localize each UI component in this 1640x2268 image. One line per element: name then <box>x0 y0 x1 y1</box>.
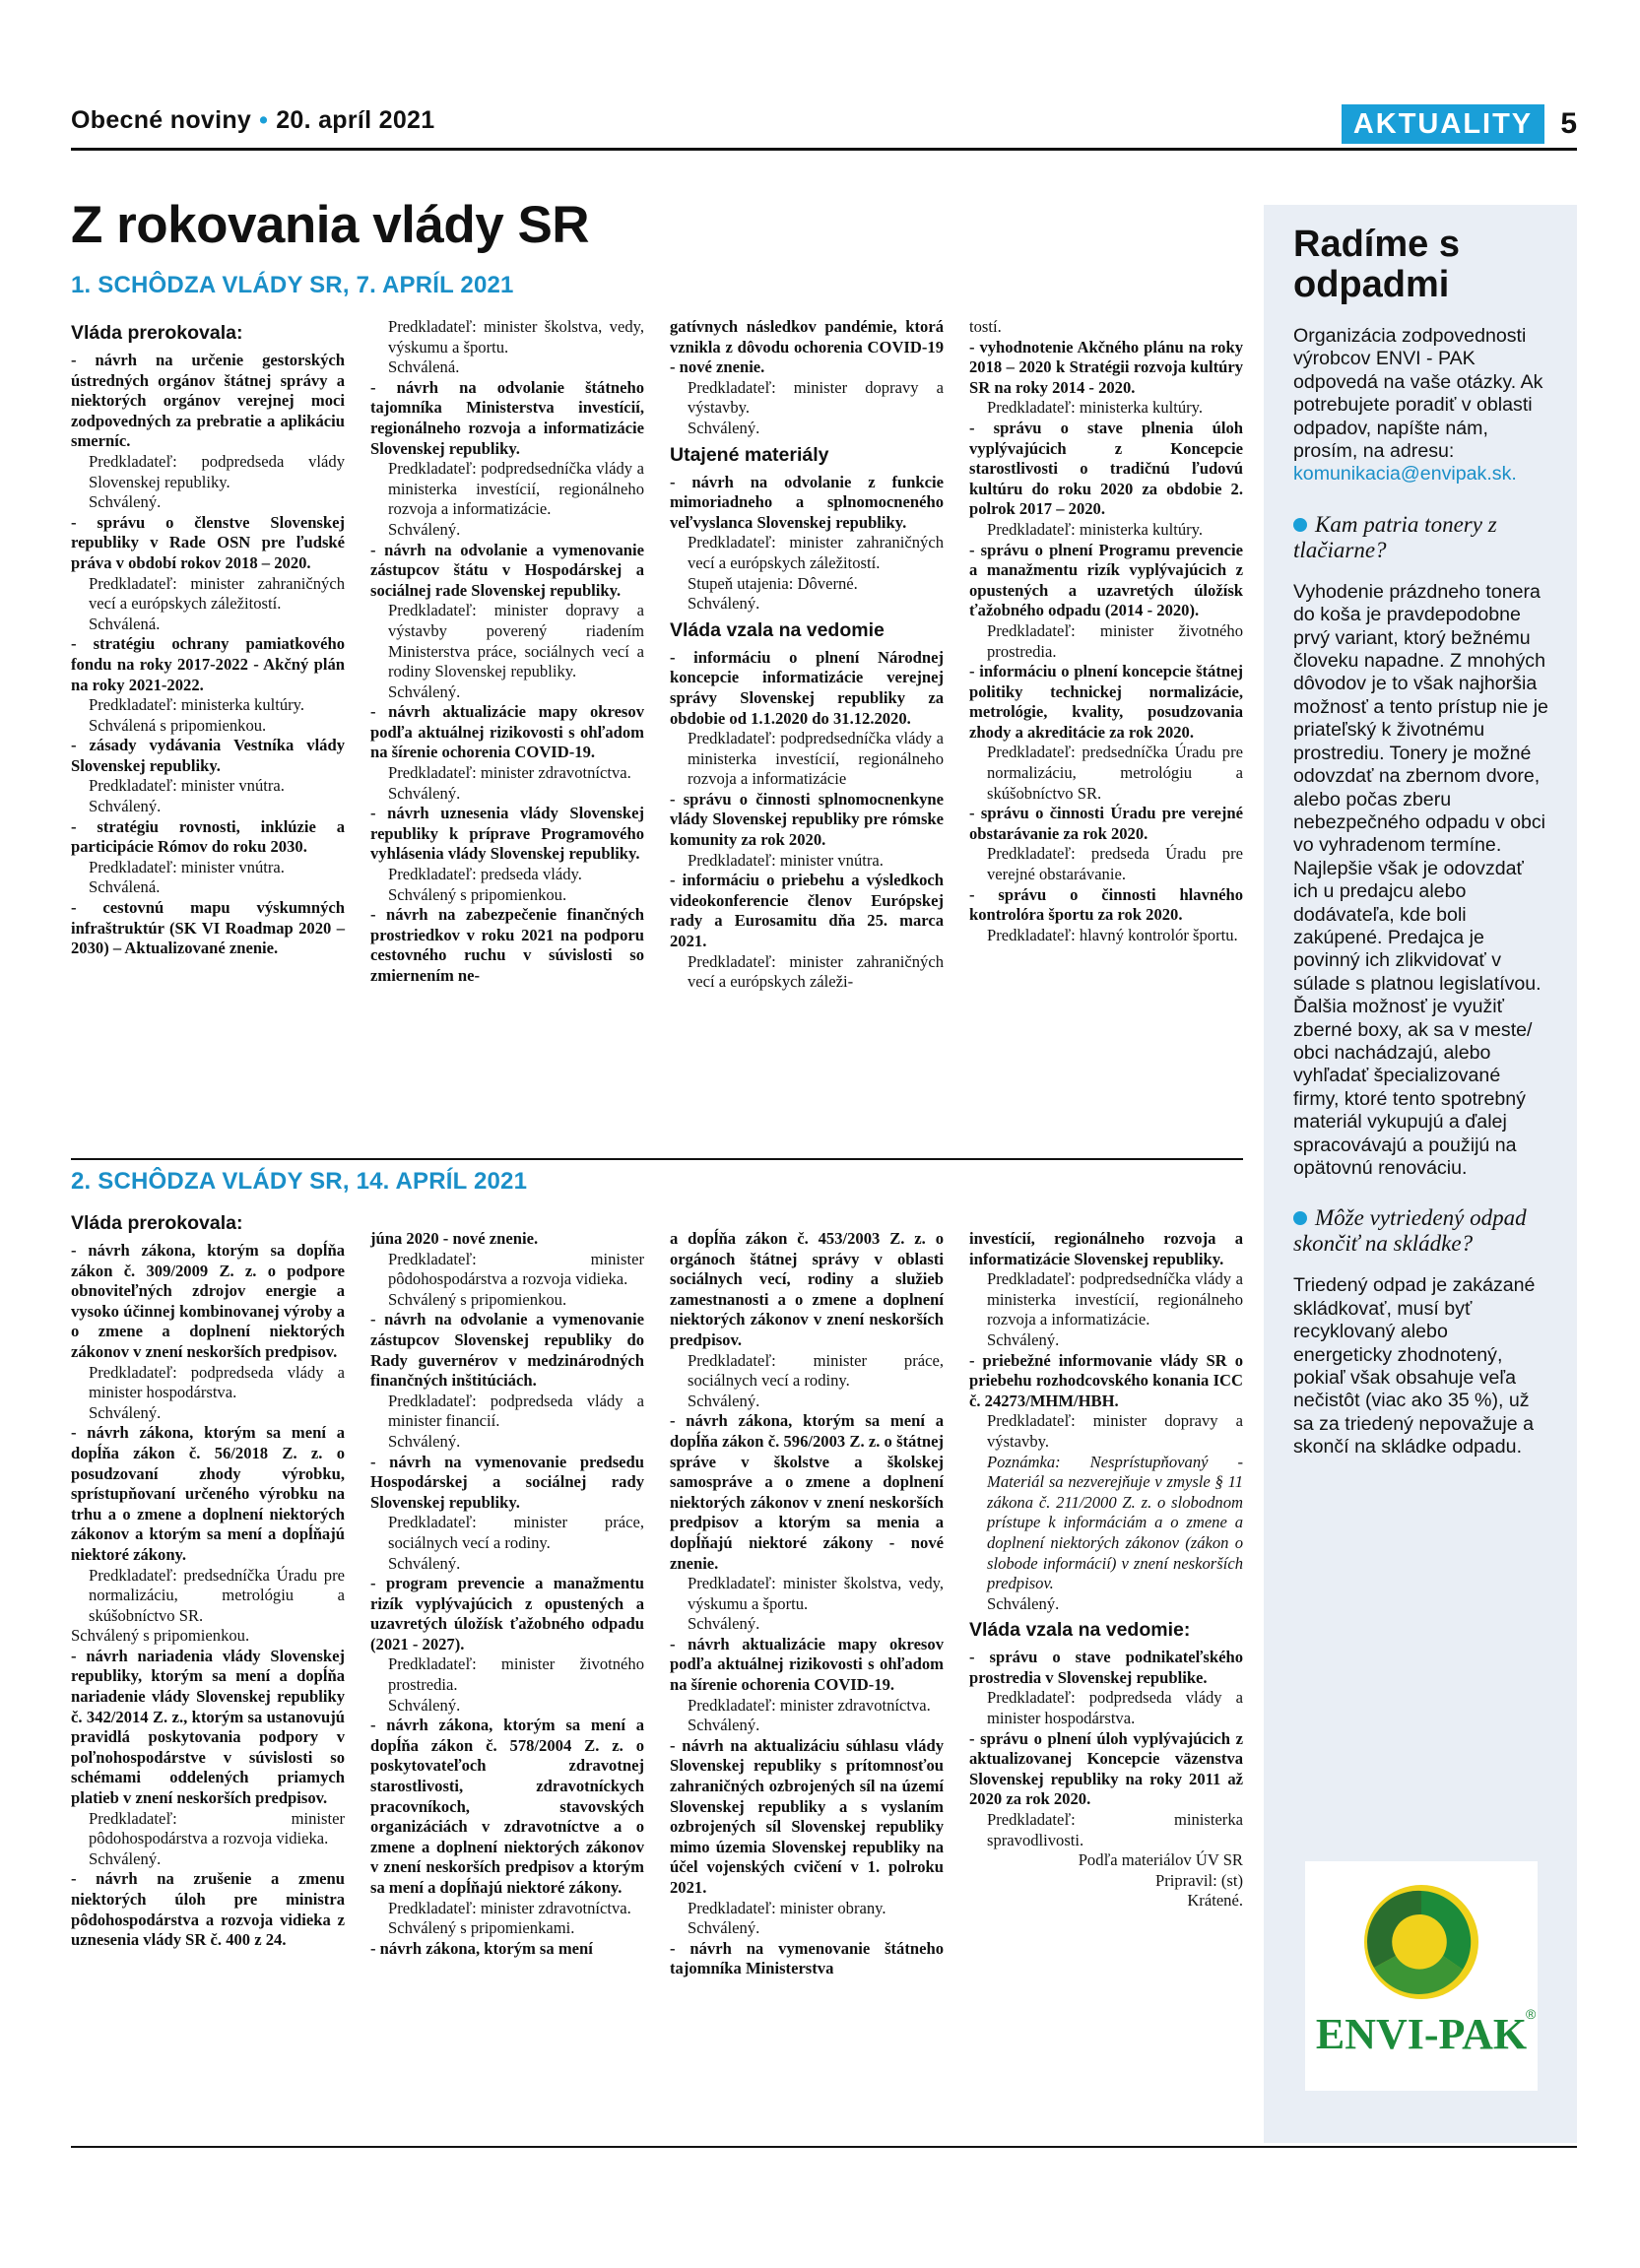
item-note: Schválený. <box>688 1716 760 1735</box>
paper-name: Obecné noviny <box>71 106 252 134</box>
agenda-item: - správu o plnení Programu prevencie a manažmentu rizík vyplývajúcich z opustených a uzavretých úložísk ťažobného odpadu (2014 - 2020). <box>969 540 1243 620</box>
agenda-item: - správu o členstve Slovenskej republiky v Rade OSN pre ľudské práva v období rokov 2018 – 2020. <box>71 512 345 572</box>
item-note: Schválený. <box>688 418 760 437</box>
session-divider <box>71 1158 1243 1160</box>
answer-2: Triedený odpad je zakázané skládkovať, musí byť recyklovaný alebo energeticky zhodnotený, pokiaľ však obsahuje veľa nečistôt (viac ako 35 %), už sa za triedený nepovažuje a skončí na skládke odpadu. <box>1293 1274 1536 1458</box>
item-note: Predkladateľ: podpredsedníčka vlády a ministerka investícií, regionálneho rozvoja a informatizácie. <box>388 459 644 519</box>
item-note: Schválený. <box>688 1614 760 1634</box>
agenda-item: - návrh uznesenia vlády Slovenskej republiky k príprave Programového vyhlásenia vlády Slovenskej republiky. <box>370 804 644 864</box>
item-note: Podľa materiálov ÚV SR <box>1078 1850 1243 1870</box>
item-note: Schválený. <box>987 1329 1060 1349</box>
agenda-item: - správu o činnosti splnomocnenkyne vlády Slovenskej republiky pre rómske komunity za rok 2020. <box>670 789 944 850</box>
agenda-item: - návrh zákona, ktorým sa dopĺňa zákon č. 309/2009 Z. z. o podpore obnoviteľných zdrojov energie a vysoko účinnej kombinovanej výroby a o zmene a doplnení niektorých zákonov v znení neskorších predpisov. <box>71 1241 345 1361</box>
question-2: Môže vytriedený odpad skončiť na skládke? <box>1293 1205 1527 1257</box>
agenda-item: - návrh na zabezpečenie finančných prostriedkov v roku 2021 na podporu cestovného ruchu v súvislosti so zmiernením ne- <box>370 905 644 985</box>
item-note: Krátené. <box>1187 1891 1243 1911</box>
item-note: Predkladateľ: minister práce, sociálnych vecí a rodiny. <box>388 1513 644 1552</box>
section-label: AKTUALITY <box>1342 104 1544 144</box>
column-subheading: Vláda vzala na vedomie: <box>969 1619 1191 1642</box>
item-note: Predkladateľ: podpredseda vlády a minister hospodárstva. <box>987 1688 1243 1728</box>
item-note: Schválená s pripomienkou. <box>89 715 267 735</box>
item-note: Predkladateľ: minister pôdohospodárstva a rozvoja vidieka. <box>388 1249 644 1289</box>
item-note: Schválený. <box>688 1918 760 1938</box>
bullet-icon <box>1293 1211 1307 1225</box>
item-note: Predkladateľ: minister dopravy a výstavby poverený riadením Ministerstva práce, sociálnych vecí a rodiny Slovenskej republiky. <box>388 601 644 681</box>
item-note: Predkladateľ: hlavný kontrolór športu. <box>987 925 1238 944</box>
agenda-item: - stratégiu rovnosti, inklúzie a participácie Rómov do roku 2030. <box>71 816 345 857</box>
item-note: Predkladateľ: predseda vlády. <box>388 865 582 884</box>
agenda-item: - návrh zákona, ktorým sa mení <box>370 1938 593 1958</box>
item-note: Predkladateľ: podpredseda vlády a minister financií. <box>388 1391 644 1431</box>
agenda-item: - návrh nariadenia vlády Slovenskej republiky, ktorým sa mení a dopĺňa nariadenie vlády Slovenskej republiky č. 342/2014 Z. z., ktorým sa ustanovujú pravidlá poskytovania podpory v poľnohospodárstve v súvislosti so schémami oddelených priamych platieb v znení neskorších predpisov. <box>71 1646 345 1808</box>
agenda-item: - stratégiu ochrany pamiatkového fondu na roky 2017-2022 - Akčný plán na roky 2021-2022. <box>71 634 345 694</box>
agenda-item: - priebežné informovanie vlády SR o priebehu rozhodcovského konania ICC č. 24273/MHM/HBH. <box>969 1350 1243 1410</box>
item-note: Predkladateľ: podpredseda vlády Slovenskej republiky. <box>89 451 345 491</box>
item-note: Predkladateľ: minister zahraničných vecí a európskych záležitostí. <box>688 533 944 572</box>
agenda-item: - správu o stave plnenia úloh vyplývajúcich z Koncepcie starostlivosti o tradičnú ľudovú kultúru do roku 2020 za obdobie 2. polrok 2017 – 2020. <box>969 418 1243 519</box>
item-note: Predkladateľ: minister zdravotníctva. <box>388 763 631 783</box>
item-note: Schválená. <box>388 357 460 377</box>
agenda-item: - program prevencie a manažmentu rizík vyplývajúcich z opustených a uzavretých úložísk ťažobného odpadu (2021 - 2027). <box>370 1574 644 1653</box>
item-note: Predkladateľ: podpredseda vlády a minister hospodárstva. <box>89 1362 345 1402</box>
item-note: Schválený. <box>688 1391 760 1410</box>
session1-heading: 1. SCHÔDZA VLÁDY SR, 7. APRÍL 2021 <box>71 272 514 298</box>
agenda-item: - návrh zákona, ktorým sa mení a dopĺňa zákon č. 578/2004 Z. z. o poskytovateľoch zdravotnej starostlivosti, zdravotníckych pracovníkoch, stavovských organizáciách v zdravotníctve a o zmene a doplnení niektorých zákonov v znení neskorších predpisov a ktorým sa mení a dopĺňajú niektoré zákony. <box>370 1716 644 1897</box>
agenda-item: - informáciu o plnení Národnej koncepcie informatizácie verejnej správy Slovenskej republiky za obdobie od 1.1.2020 do 31.12.2020. <box>670 647 944 728</box>
agenda-item: - návrh aktualizácie mapy okresov podľa aktuálnej rizikovosti s ohľadom na šírenie ochorenia COVID-19. <box>670 1634 944 1695</box>
item-note: Predkladateľ: podpredsedníčka vlády a ministerka investícií, regionálneho rozvoja a informatizácie. <box>987 1269 1243 1329</box>
item-note: Predkladateľ: minister dopravy a výstavby. <box>688 377 944 418</box>
agenda-item: investícií, regionálneho rozvoja a informatizácie Slovenskej republiky. <box>969 1229 1243 1268</box>
advice-sidebar <box>1264 205 1577 2143</box>
sidebar-intro: Organizácia zodpovednosti výrobcov ENVI - PAK odpovedá na vaše otázky. Ak potrebujete poradiť v oblasti odpadov, napíšte nám, prosím, na adresu: komunikacia@envipak.sk. <box>1293 325 1543 486</box>
item-note: Schválený. <box>388 681 461 701</box>
session2-col3 <box>670 1229 944 1979</box>
item-note: Schválený. <box>987 1593 1060 1613</box>
agenda-item: - návrh na zrušenie a zmenu niektorých úloh pre ministra pôdohospodárstva a rozvoja vidieka z uznesenia vlády SR č. 400 z 24. <box>71 1869 345 1950</box>
session2-col1 <box>71 1207 345 1951</box>
column-subheading: Vláda vzala na vedomie <box>670 618 885 641</box>
session2-col4 <box>969 1229 1243 1912</box>
item-note: Predkladateľ: minister školstva, vedy, výskumu a športu. <box>388 317 644 356</box>
column-subheading: Utajené materiály <box>670 443 829 466</box>
footer-rule <box>71 2146 1577 2148</box>
item-note: Schválený. <box>388 1553 461 1573</box>
header-rule <box>71 148 1577 151</box>
agenda-item: - návrh aktualizácie mapy okresov podľa aktuálnej rizikovosti s ohľadom na šírenie ochorenia COVID-19. <box>370 702 644 762</box>
item-note: Predkladateľ: minister vnútra. <box>89 857 285 876</box>
session1-col2 <box>370 317 644 987</box>
item-note: Predkladateľ: minister zahraničných vecí a európskych záleži- <box>688 951 944 992</box>
agenda-item: a dopĺňa zákon č. 453/2003 Z. z. o orgánoch štátnej správy v oblasti sociálnych vecí, rodiny a služieb zamestnanosti a o zmene a doplnení niektorých zákonov v znení neskorších predpisov. <box>670 1229 944 1349</box>
agenda-item: gatívnych následkov pandémie, ktorá vznikla z dôvodu ochorenia COVID-19 - nové znenie. <box>670 317 944 377</box>
question-1: Kam patria tonery z tlačiarne? <box>1293 511 1497 562</box>
agenda-item: - správu o plnení úloh vyplývajúcich z aktualizovanej Koncepcie väzenstva Slovenskej republiky na roky 2011 až 2020 za rok 2020. <box>969 1728 1243 1809</box>
logo-wordmark: ENVI-PAK <box>1315 2010 1528 2058</box>
agenda-item: - informáciu o plnení koncepcie štátnej politiky technickej normalizácie, metrológie, kvality, posudzovania zhody a akreditácie za rok 2020. <box>969 662 1243 742</box>
item-note: Predkladateľ: minister vnútra. <box>89 776 285 796</box>
svg-text:®: ® <box>1526 2006 1537 2022</box>
item-note: Schválený s pripomienkami. <box>388 1918 575 1938</box>
item-note: Predkladateľ: minister práce, sociálnych vecí a rodiny. <box>688 1350 944 1391</box>
item-note: Predkladateľ: minister zdravotníctva. <box>388 1898 631 1917</box>
masthead <box>71 106 434 135</box>
agenda-item: - cestovnú mapu výskumných infraštruktúr (SK VI Roadmap 2020 – 2030) – Aktualizované znenie. <box>71 898 345 958</box>
recycle-logo-icon <box>1305 1861 1538 2091</box>
item-note: Predkladateľ: podpredsedníčka vlády a ministerka investícií, regionálneho rozvoja a informatizácie <box>688 729 944 789</box>
item-note: Poznámka: Nesprístupňovaný - Materiál sa nezverejňuje v zmysle § 11 zákona č. 211/2000 Z. z. o slobodnom prístupe k informáciám a o zmene a doplnení niektorých zákonov (zákon o slobode informácií) v znení neskorších predpisov. <box>987 1452 1243 1593</box>
item-note: Schválená. <box>89 877 161 897</box>
item-note: Predkladateľ: ministerka kultúry. <box>987 519 1204 539</box>
agenda-item: júna 2020 - nové znenie. <box>370 1229 539 1248</box>
agenda-item: - návrh na odvolanie z funkcie mimoriadneho a splnomocneného veľvyslanca Slovenskej republiky. <box>670 472 944 532</box>
item-note: Schválený. <box>688 594 760 614</box>
item-note: Schválený s pripomienkou. <box>71 1626 250 1646</box>
session1-col3 <box>670 317 944 993</box>
agenda-item: - návrh zákona, ktorým sa mení a dopĺňa zákon č. 596/2003 Z. z. o štátnej správe v školstve a školskej samospráve a o zmene a doplnení niektorých zákonov v znení neskorších predpisov a ktorým sa menia a dopĺňajú niektoré zákony - nové znenie. <box>670 1411 944 1573</box>
item-note: Schválený. <box>89 1402 162 1422</box>
contact-email-link[interactable]: komunikacia@envipak.sk. <box>1293 463 1517 486</box>
agenda-item: - vyhodnotenie Akčného plánu na roky 2018 – 2020 k Stratégii rozvoja kultúry SR na roky 2014 - 2020. <box>969 337 1243 397</box>
agenda-item: - návrh na vymenovanie štátneho tajomníka Ministerstva <box>670 1938 944 1978</box>
item-note: Predkladateľ: predseda Úradu pre verejné obstarávanie. <box>987 844 1243 884</box>
item-note: Predkladateľ: minister životného prostredia. <box>987 620 1243 661</box>
agenda-item: - návrh na vymenovanie predsedu Hospodárskej a sociálnej rady Slovenskej republiky. <box>370 1452 644 1512</box>
agenda-item: - správu o činnosti hlavného kontrolóra športu za rok 2020. <box>969 884 1243 925</box>
session1-col1 <box>71 317 345 959</box>
answer-1: Vyhodenie prázdneho tonera do koša je pravdepodobne prvý variant, ktorý bežnému človeku napadne. Z mnohých dôvodov je to však najhoršia možnosť a tento prístup nie je priateľský k životnému prostrediu. Tonery je možné odovzdať na zbernom dvore, alebo počas zberu nebezpečného odpadu v obci vo vyhradenom termíne. Najlepšie však je odovzdať ich u predajcu alebo dodávateľa, kde boli zakúpené. Predajca je povinný ich zlikvidovať v súlade s platnou legislatívou. Ďalšia možnosť je využiť zberné boxy, ak sa v meste/ obci nachádzajú, alebo vyhľadať špecializované firmy, ktoré tento spotrebný materiál vykupujú a ďalej spracovávajú a použijú na opätovnú renováciu. <box>1293 580 1548 1179</box>
item-note: Predkladateľ: minister obrany. <box>688 1898 886 1917</box>
column-subheading: Vláda prerokovala: <box>71 1212 243 1234</box>
item-note: Schválený. <box>388 1695 461 1715</box>
item-note: Predkladateľ: minister zahraničných vecí a európskych záležitostí. <box>89 573 345 614</box>
envi-pak-logo <box>1305 1861 1538 2091</box>
item-note: Predkladateľ: minister životného prostredia. <box>388 1654 644 1695</box>
item-note: Predkladateľ: predsedníčka Úradu pre normalizáciu, metrológiu a skúšobníctvo SR. <box>987 743 1243 803</box>
page-number: 5 <box>1560 107 1577 140</box>
item-note: Schválený. <box>89 492 162 512</box>
session2-col2 <box>370 1229 644 1959</box>
item-note: Schválený s pripomienkou. <box>388 1289 567 1309</box>
bullet-icon: • <box>259 106 269 134</box>
item-note: Schválený. <box>388 783 461 803</box>
item-note: Predkladateľ: minister zdravotníctva. <box>688 1695 931 1715</box>
bullet-icon <box>1293 518 1307 532</box>
agenda-item: - zásady vydávania Vestníka vlády Slovenskej republiky. <box>71 736 345 775</box>
item-note: Predkladateľ: minister vnútra. <box>688 850 884 870</box>
session1-col4 <box>969 317 1243 945</box>
sidebar-title: Radíme s odpadmi <box>1293 224 1460 305</box>
item-note: Schválená. <box>89 614 161 633</box>
item-note: Schválený. <box>388 1431 461 1451</box>
item-note: Predkladateľ: ministerka kultúry. <box>89 695 305 715</box>
agenda-item: - správu o činnosti Úradu pre verejné obstarávanie za rok 2020. <box>969 804 1243 843</box>
item-note: tostí. <box>969 317 1002 336</box>
agenda-item: - návrh na odvolanie štátneho tajomníka Ministerstva investícií, regionálneho rozvoja a informatizácie Slovenskej republiky. <box>370 377 644 458</box>
item-note: Predkladateľ: predsedníčka Úradu pre normalizáciu, metrológiu a skúšobníctvo SR. <box>89 1565 345 1625</box>
agenda-item: - informáciu o priebehu a výsledkoch videokonferencie členov Európskej rady a Eurosamitu dňa 25. marca 2021. <box>670 871 944 951</box>
session2-heading: 2. SCHÔDZA VLÁDY SR, 14. APRÍL 2021 <box>71 1168 528 1195</box>
agenda-item: - návrh na aktualizáciu súhlasu vlády Slovenskej republiky s prítomnosťou zahraničných ozbrojených síl na území Slovenskej republiky a s vyslaním ozbrojených síl Slovenskej republiky mimo územia Slovenskej republiky na účel vojenských cvičení v 1. polroku 2021. <box>670 1735 944 1897</box>
agenda-item: - návrh na odvolanie a vymenovanie zástupcov Slovenskej republiky do Rady guvernérov v medzinárodných finančných inštitúciách. <box>370 1310 644 1391</box>
item-note: Stupeň utajenia: Dôverné. <box>688 573 858 593</box>
item-note: Schválený. <box>388 519 461 539</box>
column-subheading: Vláda prerokovala: <box>71 322 243 344</box>
item-note: Predkladateľ: minister pôdohospodárstva a rozvoja vidieka. <box>89 1808 345 1848</box>
issue-date: 20. apríl 2021 <box>276 106 435 134</box>
item-note: Pripravil: (st) <box>1155 1870 1243 1890</box>
item-note: Predkladateľ: ministerka kultúry. <box>987 398 1204 418</box>
agenda-item: - návrh zákona, ktorým sa mení a dopĺňa zákon č. 56/2018 Z. z. o posudzovaní zhody výrobku, sprístupňovaní určeného výrobku na trhu a o zmene a doplnení niektorých zákonov a ktorým sa mení a dopĺňajú niektoré zákony. <box>71 1423 345 1564</box>
item-note: Schválený. <box>89 797 162 816</box>
item-note: Schválený. <box>89 1848 162 1868</box>
agenda-item: - návrh na určenie gestorských ústredných orgánov štátnej správy a niektorých orgánov verejnej moci zodpovedných za prebratie a aplikáciu smerníc. <box>71 351 345 451</box>
item-note: Predkladateľ: minister dopravy a výstavby. <box>987 1411 1243 1451</box>
item-note: Predkladateľ: minister školstva, vedy, výskumu a športu. <box>688 1574 944 1613</box>
agenda-item: - návrh na odvolanie a vymenovanie zástupcov štátu v Hospodárskej a sociálnej rade Slovenskej republiky. <box>370 540 644 600</box>
item-note: Schválený s pripomienkou. <box>388 884 567 904</box>
agenda-item: - správu o stave podnikateľského prostredia v Slovenskej republike. <box>969 1648 1243 1687</box>
article-title: Z rokovania vlády SR <box>71 196 590 254</box>
item-note: Predkladateľ: ministerka spravodlivosti. <box>987 1810 1243 1849</box>
